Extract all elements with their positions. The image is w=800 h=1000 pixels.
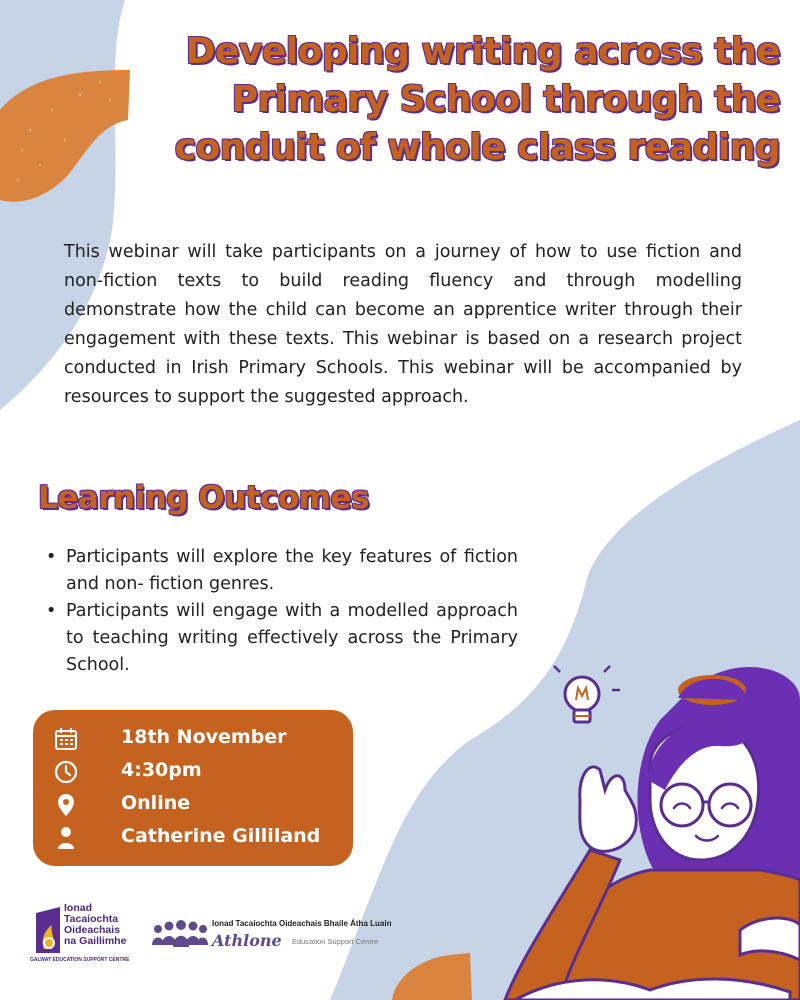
athlone-logo-subtitle: Education Support Centre	[292, 937, 379, 946]
clock-icon	[53, 759, 79, 785]
lightbulb-icon	[554, 666, 620, 722]
list-item: • Participants will explore the key features of fiction and non- fiction genres.	[44, 544, 518, 598]
page-title: Developing writing across the Primary School through the conduit of whole class reading	[174, 31, 780, 168]
girl-with-glasses-illustration	[478, 640, 800, 1000]
event-time-row	[53, 757, 343, 787]
person-icon	[53, 825, 79, 851]
list-item: • Participants will engage with a modelled approach to teaching writing effectively across the Primary School.	[44, 598, 518, 679]
galway-logo-subtitle: GALWAY EDUCATION SUPPORT CENTRE	[30, 957, 130, 963]
event-date-row	[53, 724, 343, 754]
galway-logo-line3: Oideachais	[64, 924, 121, 936]
event-location: Online	[121, 792, 191, 814]
event-time: 4:30pm	[121, 759, 202, 781]
calendar-icon	[53, 726, 79, 752]
learning-outcomes-list	[44, 544, 518, 679]
galway-logo-line1: Ionad	[64, 902, 92, 914]
event-presenter: Catherine Gilliland	[121, 825, 321, 847]
event-presenter-row	[53, 823, 343, 853]
athlone-logo-wordmark: Athlone	[212, 931, 282, 950]
galway-logo-line4: na Gaillimhe	[64, 935, 127, 947]
event-details-card	[33, 710, 353, 866]
event-location-row	[53, 790, 343, 820]
learning-outcomes-heading: Learning Outcomes	[38, 480, 369, 516]
athlone-logo-irish-name: Ionad Tacaíochta Oideachais Bhaile Átha Luain	[212, 919, 392, 928]
galway-logo-line2: Tacaíochta	[64, 913, 119, 925]
athlone-logo-people-icon	[150, 919, 208, 953]
intro-paragraph: This webinar will take participants on a journey of how to use fiction and non-fiction texts to build reading fluency and through modelling demonstrate how the child can become an apprentice writer through their engagement with these texts. This webinar is based on a research project conducted in Irish Primary Schools. This webinar will be accompanied by resources to support the suggested approach.	[64, 242, 742, 407]
location-pin-icon	[53, 792, 79, 818]
event-date: 18th November	[121, 726, 287, 748]
athlone-education-support-centre-logo	[150, 915, 410, 957]
galway-education-support-centre-logo	[30, 903, 142, 969]
